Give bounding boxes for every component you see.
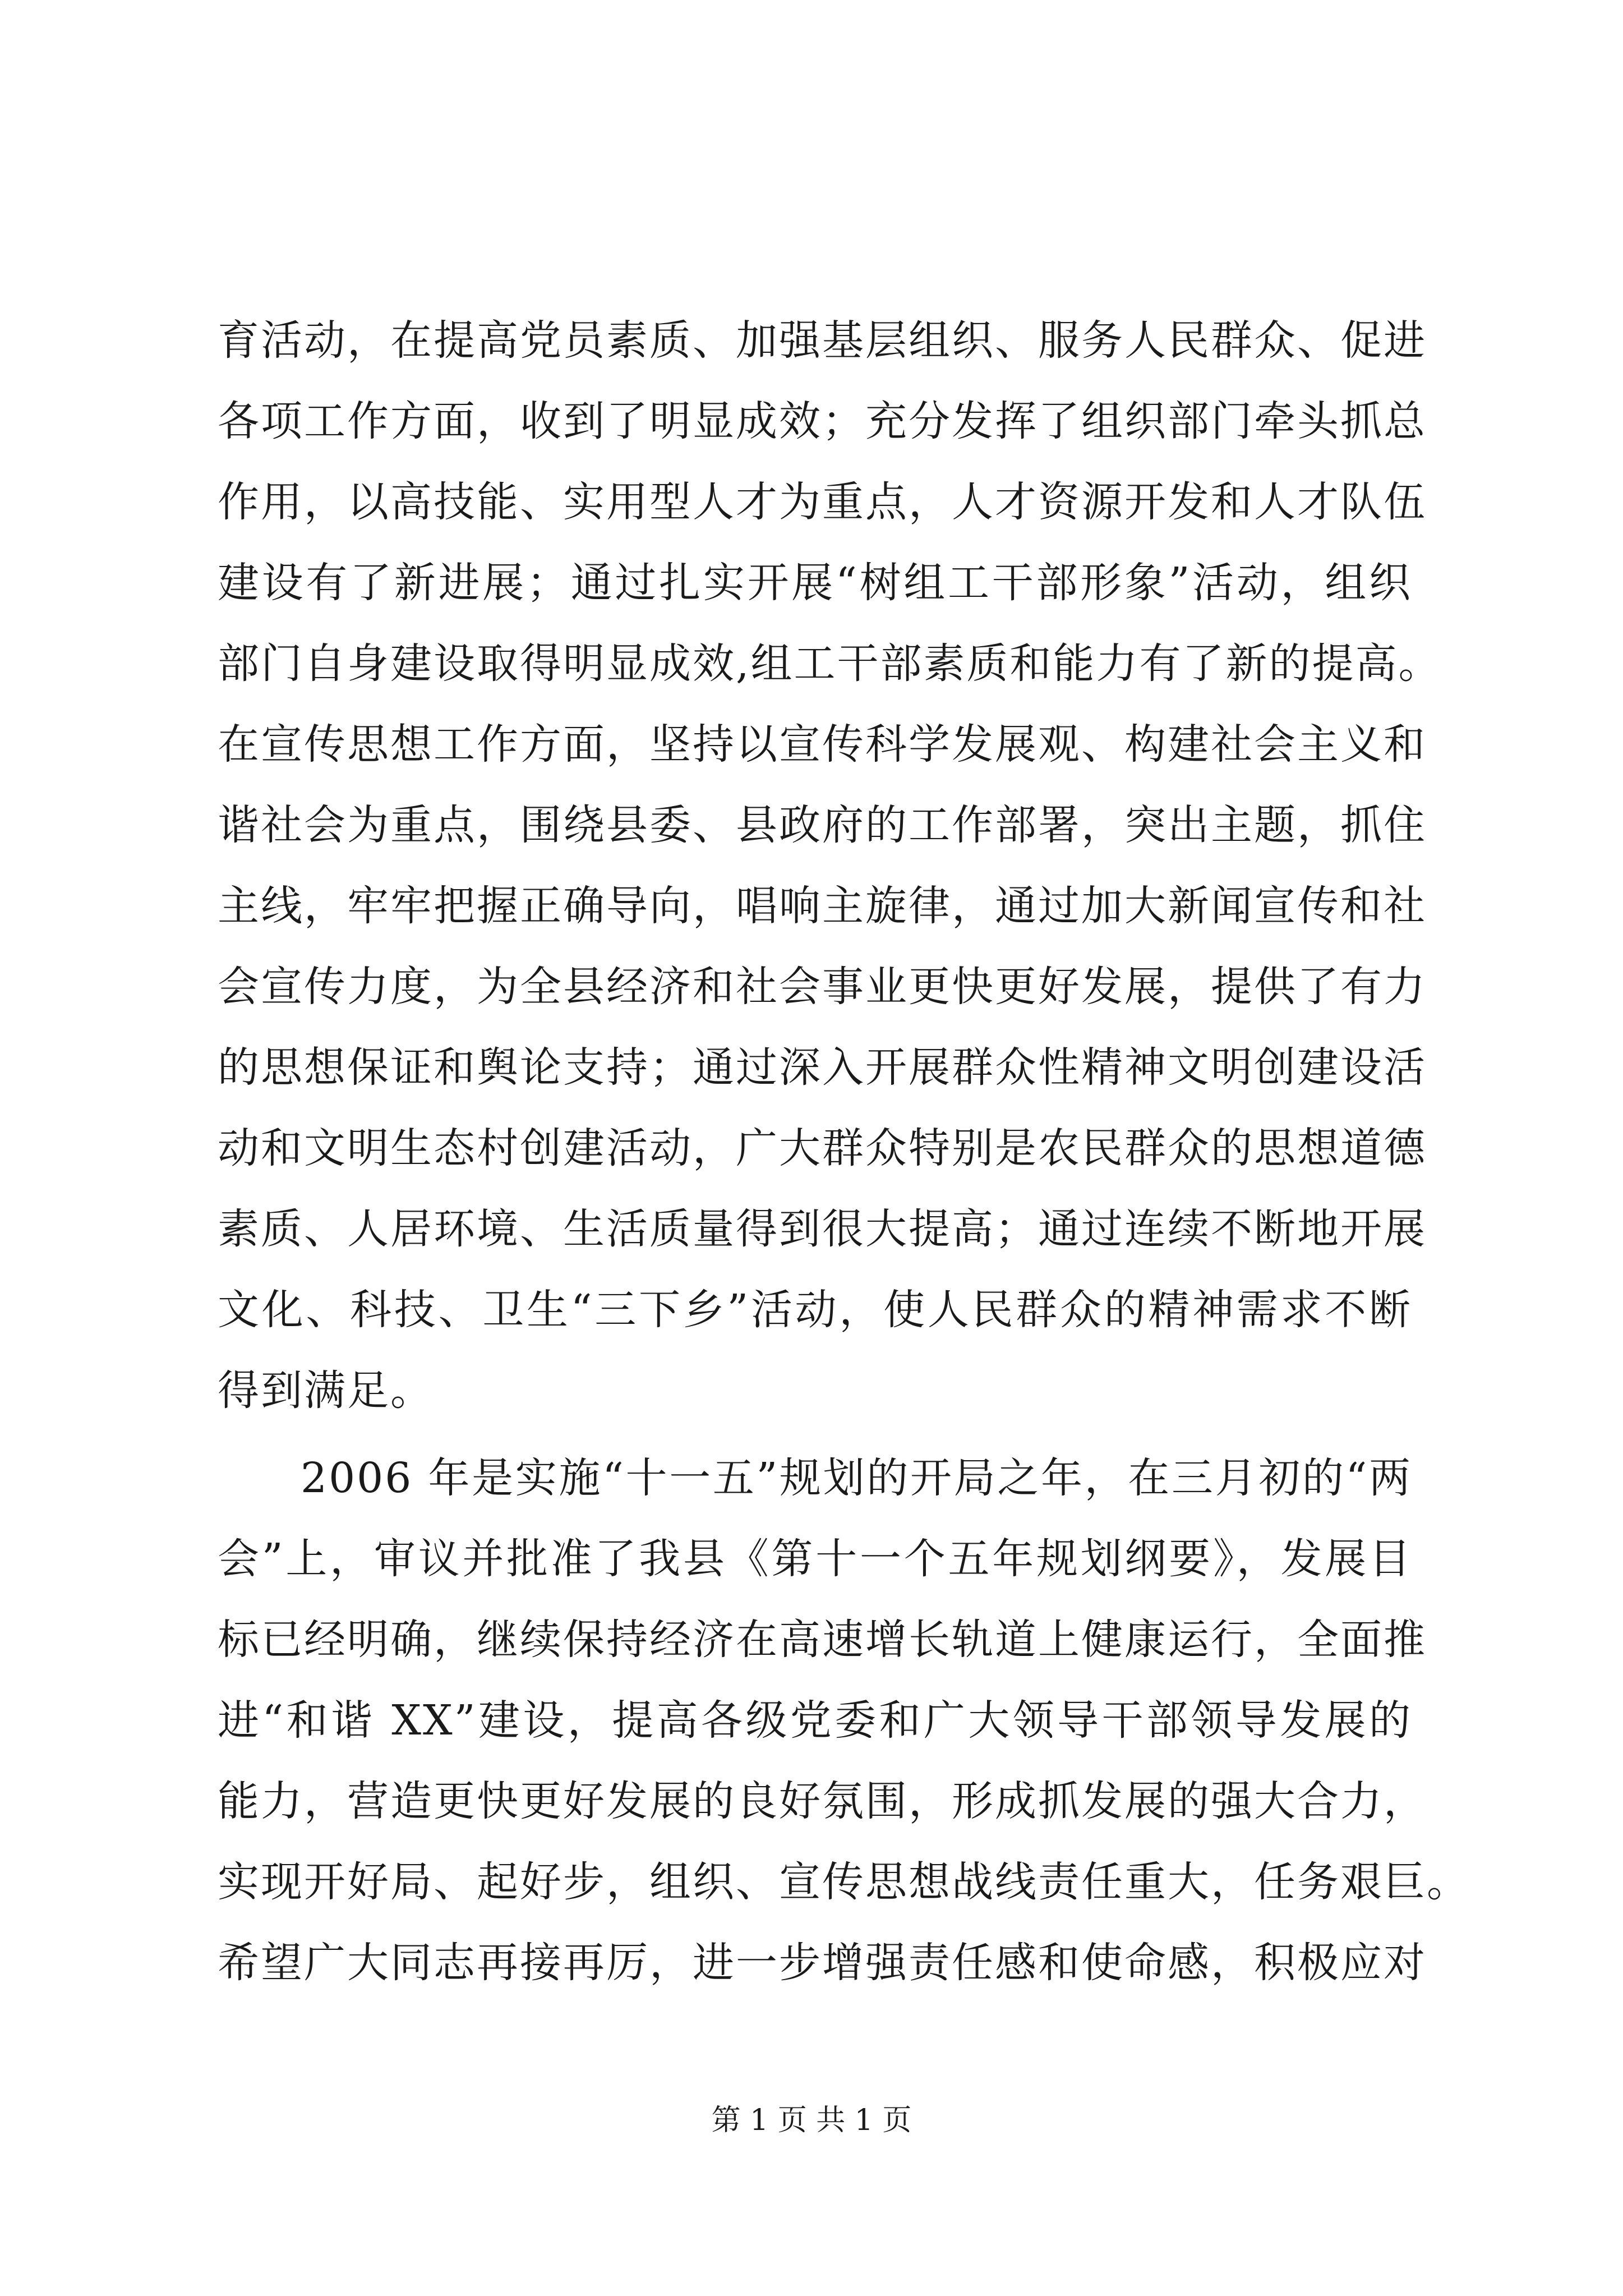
- text-line: 2006 年是实施“十一五”规划的开局之年，在三月初的“两: [301, 1454, 1412, 1502]
- text-line: 各项工作方面，收到了明显成效；充分发挥了组织部门牵头抓总: [218, 397, 1427, 445]
- text-line: 得到满足。: [218, 1366, 434, 1415]
- text-line: 建设有了新进展；通过扎实开展“树组工干部形象”活动，组织: [218, 559, 1412, 607]
- text-line: 文化、科技、卫生“三下乡”活动，使人民群众的精神需求不断: [218, 1286, 1412, 1334]
- text-line: 作用，以高技能、实用型人才为重点，人才资源开发和人才队伍: [218, 478, 1427, 526]
- text-line: 谐社会为重点，围绕县委、县政府的工作部署，突出主题，抓住: [218, 801, 1427, 849]
- paragraph-1: [218, 300, 1442, 1431]
- paragraph-2: [218, 1438, 1470, 2003]
- text-line: 标已经明确，继续保持经济在高速增长轨道上健康运行，全面推: [218, 1616, 1427, 1664]
- text-line: 希望广大同志再接再厉，进一步增强责任感和使命感，积极应对: [218, 1939, 1427, 1987]
- page-number-footer: 第 1 页 共 1 页: [711, 2104, 912, 2137]
- text-line: 育活动，在提高党员素质、加强基层组织、服务人民群众、促进: [218, 316, 1427, 365]
- document-body: [218, 300, 1470, 2003]
- text-line: 主线，牢牢把握正确导向，唱响主旋律，通过加大新闻宣传和社: [218, 882, 1427, 930]
- text-line: 会”上，审议并批准了我县《第十一个五年规划纲要》，发展目: [218, 1535, 1412, 1583]
- text-line: 在宣传思想工作方面，坚持以宣传科学发展观、构建社会主义和: [218, 720, 1427, 769]
- text-line: 素质、人居环境、生活质量得到很大提高；通过连续不断地开展: [218, 1205, 1427, 1253]
- text-line: 的思想保证和舆论支持；通过深入开展群众性精神文明创建设活: [218, 1043, 1427, 1092]
- text-line: 部门自身建设取得明显成效,组工干部素质和能力有了新的提高。: [218, 639, 1442, 688]
- text-line: 实现开好局、起好步，组织、宣传思想战线责任重大，任务艰巨。: [218, 1858, 1470, 1906]
- text-line: 能力，营造更快更好发展的良好氛围，形成抓发展的强大合力，: [218, 1777, 1427, 1825]
- text-line: 会宣传力度，为全县经济和社会事业更快更好发展，提供了有力: [218, 963, 1427, 1011]
- text-line: 进“和谐 XX”建设，提高各级党委和广大领导干部领导发展的: [218, 1696, 1412, 1745]
- text-line: 动和文明生态村创建活动，广大群众特别是农民群众的思想道德: [218, 1124, 1427, 1172]
